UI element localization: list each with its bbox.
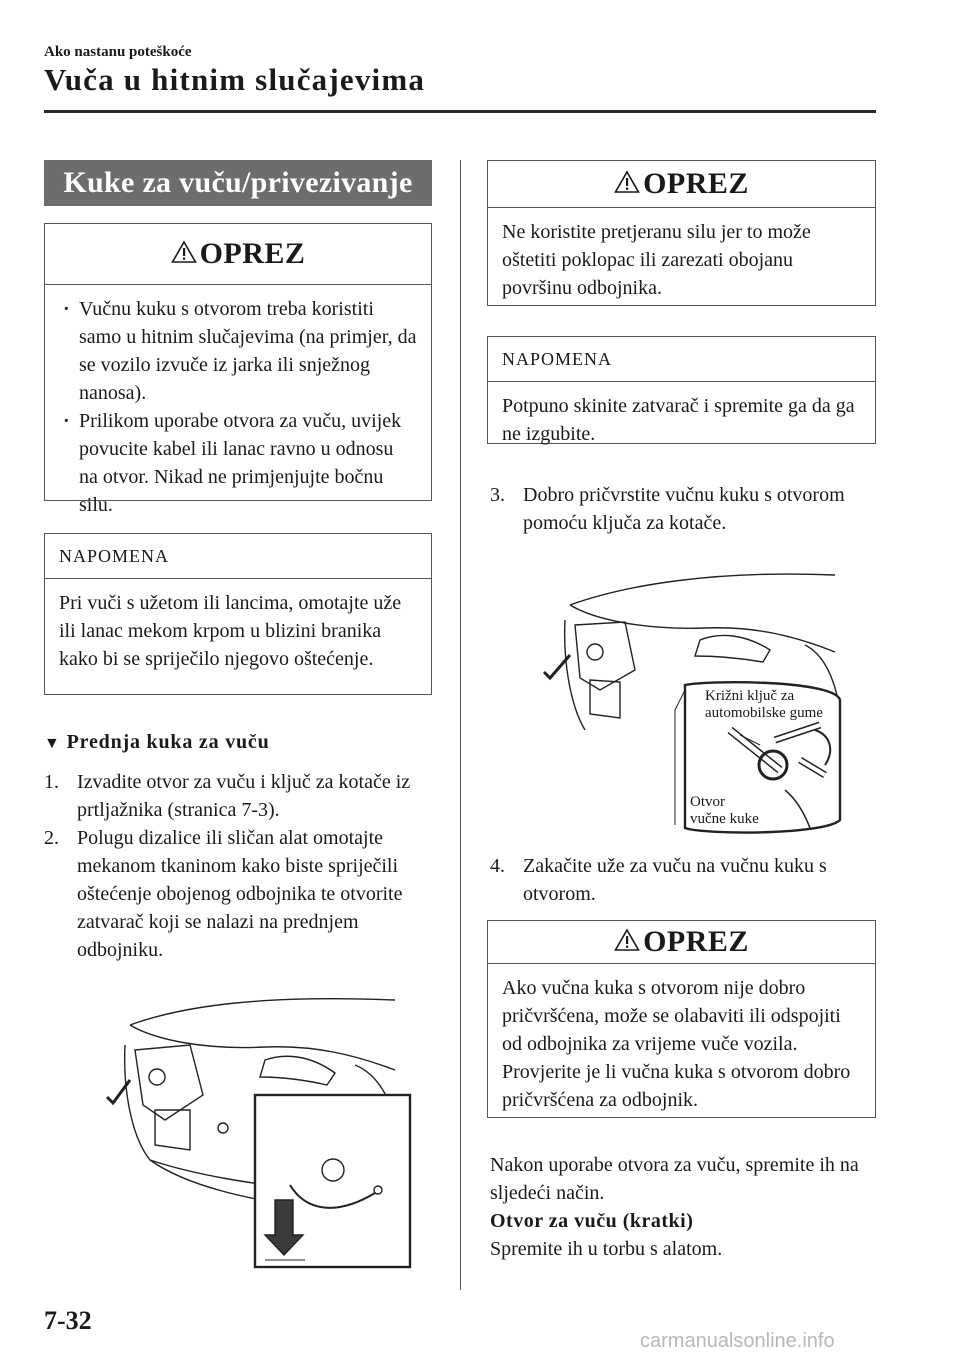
running-head: Ako nastanu poteškoće <box>44 44 192 60</box>
section-title-banner: Kuke za vuču/privezivanje <box>44 160 432 206</box>
caution-item: · Vučnu kuku s otvorom treba koristiti samo u hitnim slučajevima (na primjer, da se vozilo izvuče iz jarka ili snježnog nanosa). <box>59 295 417 407</box>
caution-heading: OPREZ <box>643 925 749 958</box>
chapter-title: Vuča u hitnim slučajevima <box>44 62 426 97</box>
caution-header <box>488 921 875 964</box>
note-heading: NAPOMENA <box>45 534 431 579</box>
caution-heading: OPREZ <box>643 167 749 200</box>
closing-text <box>490 1151 880 1263</box>
steps-list-left <box>44 768 434 964</box>
note-body: Potpuno skinite zatvarač i spremite ga da ga ne izgubite. <box>502 395 855 445</box>
column-separator <box>460 160 461 1290</box>
triangle-down-icon: ▼ <box>44 735 61 752</box>
caution-box-3 <box>487 920 876 1118</box>
step-item: 4. Zakačite uže za vuču na vučnu kuku s otvorom. <box>490 855 827 905</box>
front-bumper-illustration <box>95 985 425 1270</box>
step-item: 2. Polugu dizalice ili sličan alat omotajte mekanom tkaninom kako biste spriječili oštećenje obojenog odbojnika te otvorite zatvarač koji se nalazi na prednjem odbojniku. <box>44 827 403 961</box>
caution-body <box>45 285 431 531</box>
note-box-2 <box>487 336 876 444</box>
subheading: ▼ Prednja kuka za vuču <box>44 731 270 753</box>
caution-item: · Prilikom uporabe otvora za vuču, uvijek povucite kabel ili lanac ravno u odnosu na otvor. Nikad ne primjenjujte bočnu silu. <box>59 407 417 519</box>
caution-body: Ne koristite pretjeranu silu jer to može oštetiti poklopac ili zarezati obojanu površinu odbojnika. <box>502 221 811 299</box>
wrench-tightening-illustration <box>535 560 855 840</box>
warning-triangle-icon <box>614 170 640 194</box>
caution-header <box>45 224 431 285</box>
closing-instruction: Spremite ih u torbu s alatom. <box>490 1238 723 1260</box>
step-4 <box>490 852 860 908</box>
caution-box-2 <box>487 160 876 306</box>
watermark: carmanualsonline.info <box>640 1330 835 1352</box>
caution-body: Ako vučna kuka s otvorom nije dobro pričvršćena, može se olabaviti ili odspojiti od odbojnika za vrijeme vuče vozila. Provjerite je li vučna kuka s otvorom dobro pričvršćena za odbojnik. <box>502 977 851 1111</box>
step-3 <box>490 481 860 537</box>
warning-triangle-icon <box>171 240 197 264</box>
step-item: 3. Dobro pričvrstite vučnu kuku s otvorom pomoću ključa za kotače. <box>490 484 845 534</box>
caution-header <box>488 161 875 208</box>
step-item: 1. Izvadite otvor za vuču i ključ za kotače iz prtljažnika (stranica 7-3). <box>44 771 411 821</box>
note-box-1 <box>44 533 432 695</box>
caution-box-1 <box>44 223 432 516</box>
note-body: Pri vuči s užetom ili lancima, omotajte uže ili lanac mekom krpom u blizini branika kako bi se spriječilo njegovo oštećenje. <box>59 592 402 670</box>
closing-bold-label: Otvor za vuču (kratki) <box>490 1210 694 1232</box>
header-rule <box>44 110 876 113</box>
eye-label: Otvor vučne kuke <box>690 794 759 827</box>
page-number: 7-32 <box>44 1306 92 1335</box>
note-heading: NAPOMENA <box>488 337 875 382</box>
caution-heading: OPREZ <box>199 237 306 270</box>
closing-intro: Nakon uporabe otvora za vuču, spremite ih na sljedeći način. <box>490 1154 859 1204</box>
wrench-label: Križni ključ za automobilske gume <box>705 688 823 721</box>
warning-triangle-icon <box>614 928 640 952</box>
